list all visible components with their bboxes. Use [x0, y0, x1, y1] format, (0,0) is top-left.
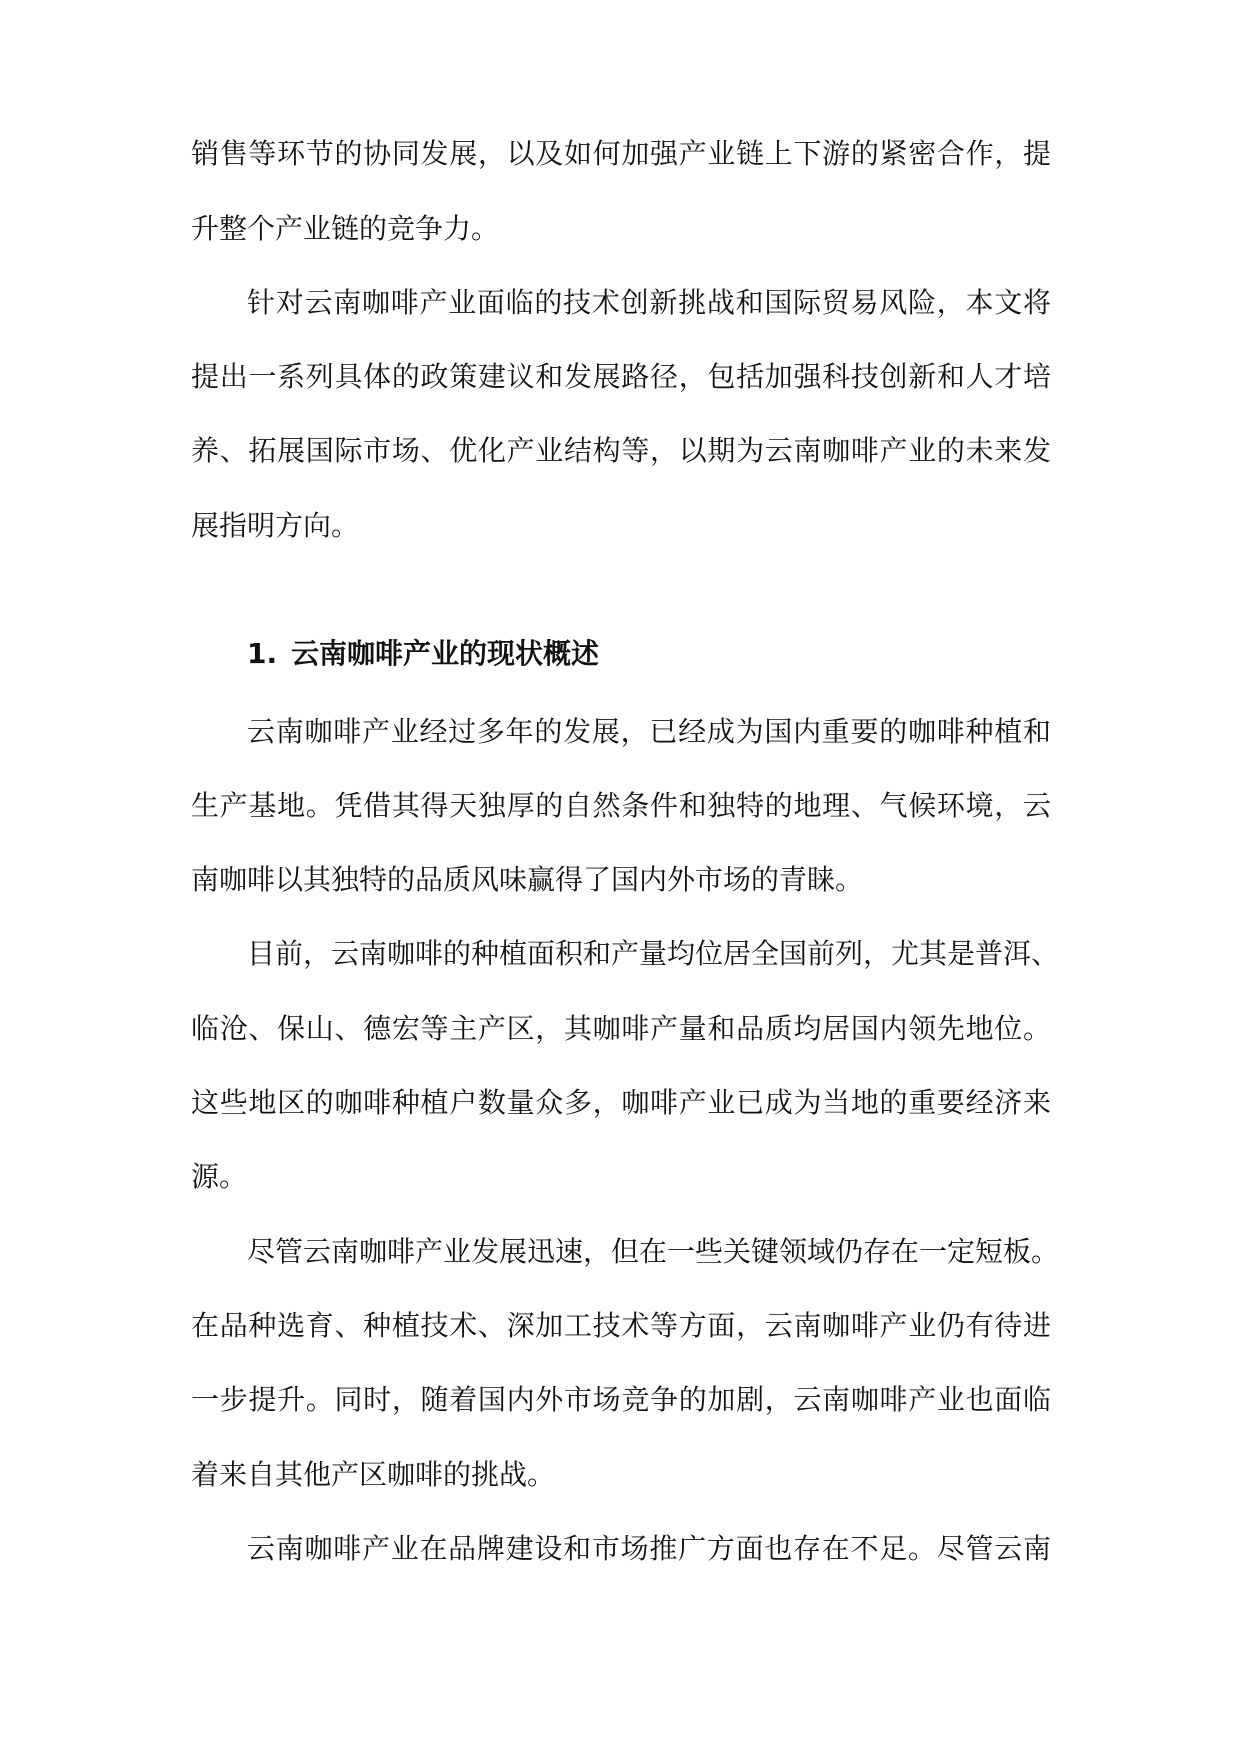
paragraph-line: 在品种选育、种植技术、深加工技术等方面，云南咖啡产业仍有待进 — [191, 1309, 1051, 1342]
paragraph-line: 这些地区的咖啡种植户数量众多，咖啡产业已成为当地的重要经济来 — [191, 1086, 1051, 1119]
section-title: 云南咖啡产业的现状概述 — [291, 637, 600, 670]
paragraph-line: 针对云南咖啡产业面临的技术创新挑战和国际贸易风险，本文将 — [247, 286, 1051, 319]
paragraph-line: 一步提升。同时，随着国内外市场竞争的加剧，云南咖啡产业也面临 — [191, 1383, 1051, 1416]
paragraph-line: 升整个产业链的竞争力。 — [191, 212, 500, 245]
paragraph-line: 云南咖啡产业在品牌建设和市场推广方面也存在不足。尽管云南 — [247, 1532, 1051, 1565]
paragraph-line: 目前，云南咖啡的种植面积和产量均位居全国前列，尤其是普洱、 — [247, 937, 1060, 970]
paragraph-line: 源。 — [191, 1160, 248, 1193]
paragraph-line: 展指明方向。 — [191, 509, 360, 542]
section-heading — [247, 634, 947, 674]
paragraph-line: 销售等环节的协同发展，以及如何加强产业链上下游的紧密合作，提 — [191, 137, 1051, 170]
paragraph-line: 尽管云南咖啡产业发展迅速，但在一些关键领域仍存在一定短板。 — [247, 1235, 1060, 1268]
paragraph-line: 养、拓展国际市场、优化产业结构等，以期为云南咖啡产业的未来发 — [191, 434, 1051, 467]
paragraph-line: 提出一系列具体的政策建议和发展路径，包括加强科技创新和人才培 — [191, 360, 1051, 393]
paragraph-line: 着来自其他产区咖啡的挑战。 — [191, 1458, 556, 1491]
paragraph-line: 南咖啡以其独特的品质风味赢得了国内外市场的青睐。 — [191, 863, 864, 896]
paragraph-line: 云南咖啡产业经过多年的发展，已经成为国内重要的咖啡种植和 — [247, 715, 1051, 748]
paragraph-line: 生产基地。凭借其得天独厚的自然条件和独特的地理、气候环境，云 — [191, 789, 1051, 822]
paragraph-line: 临沧、保山、德宏等主产区，其咖啡产量和品质均居国内领先地位。 — [191, 1012, 1051, 1045]
section-number: 1. — [247, 637, 278, 670]
